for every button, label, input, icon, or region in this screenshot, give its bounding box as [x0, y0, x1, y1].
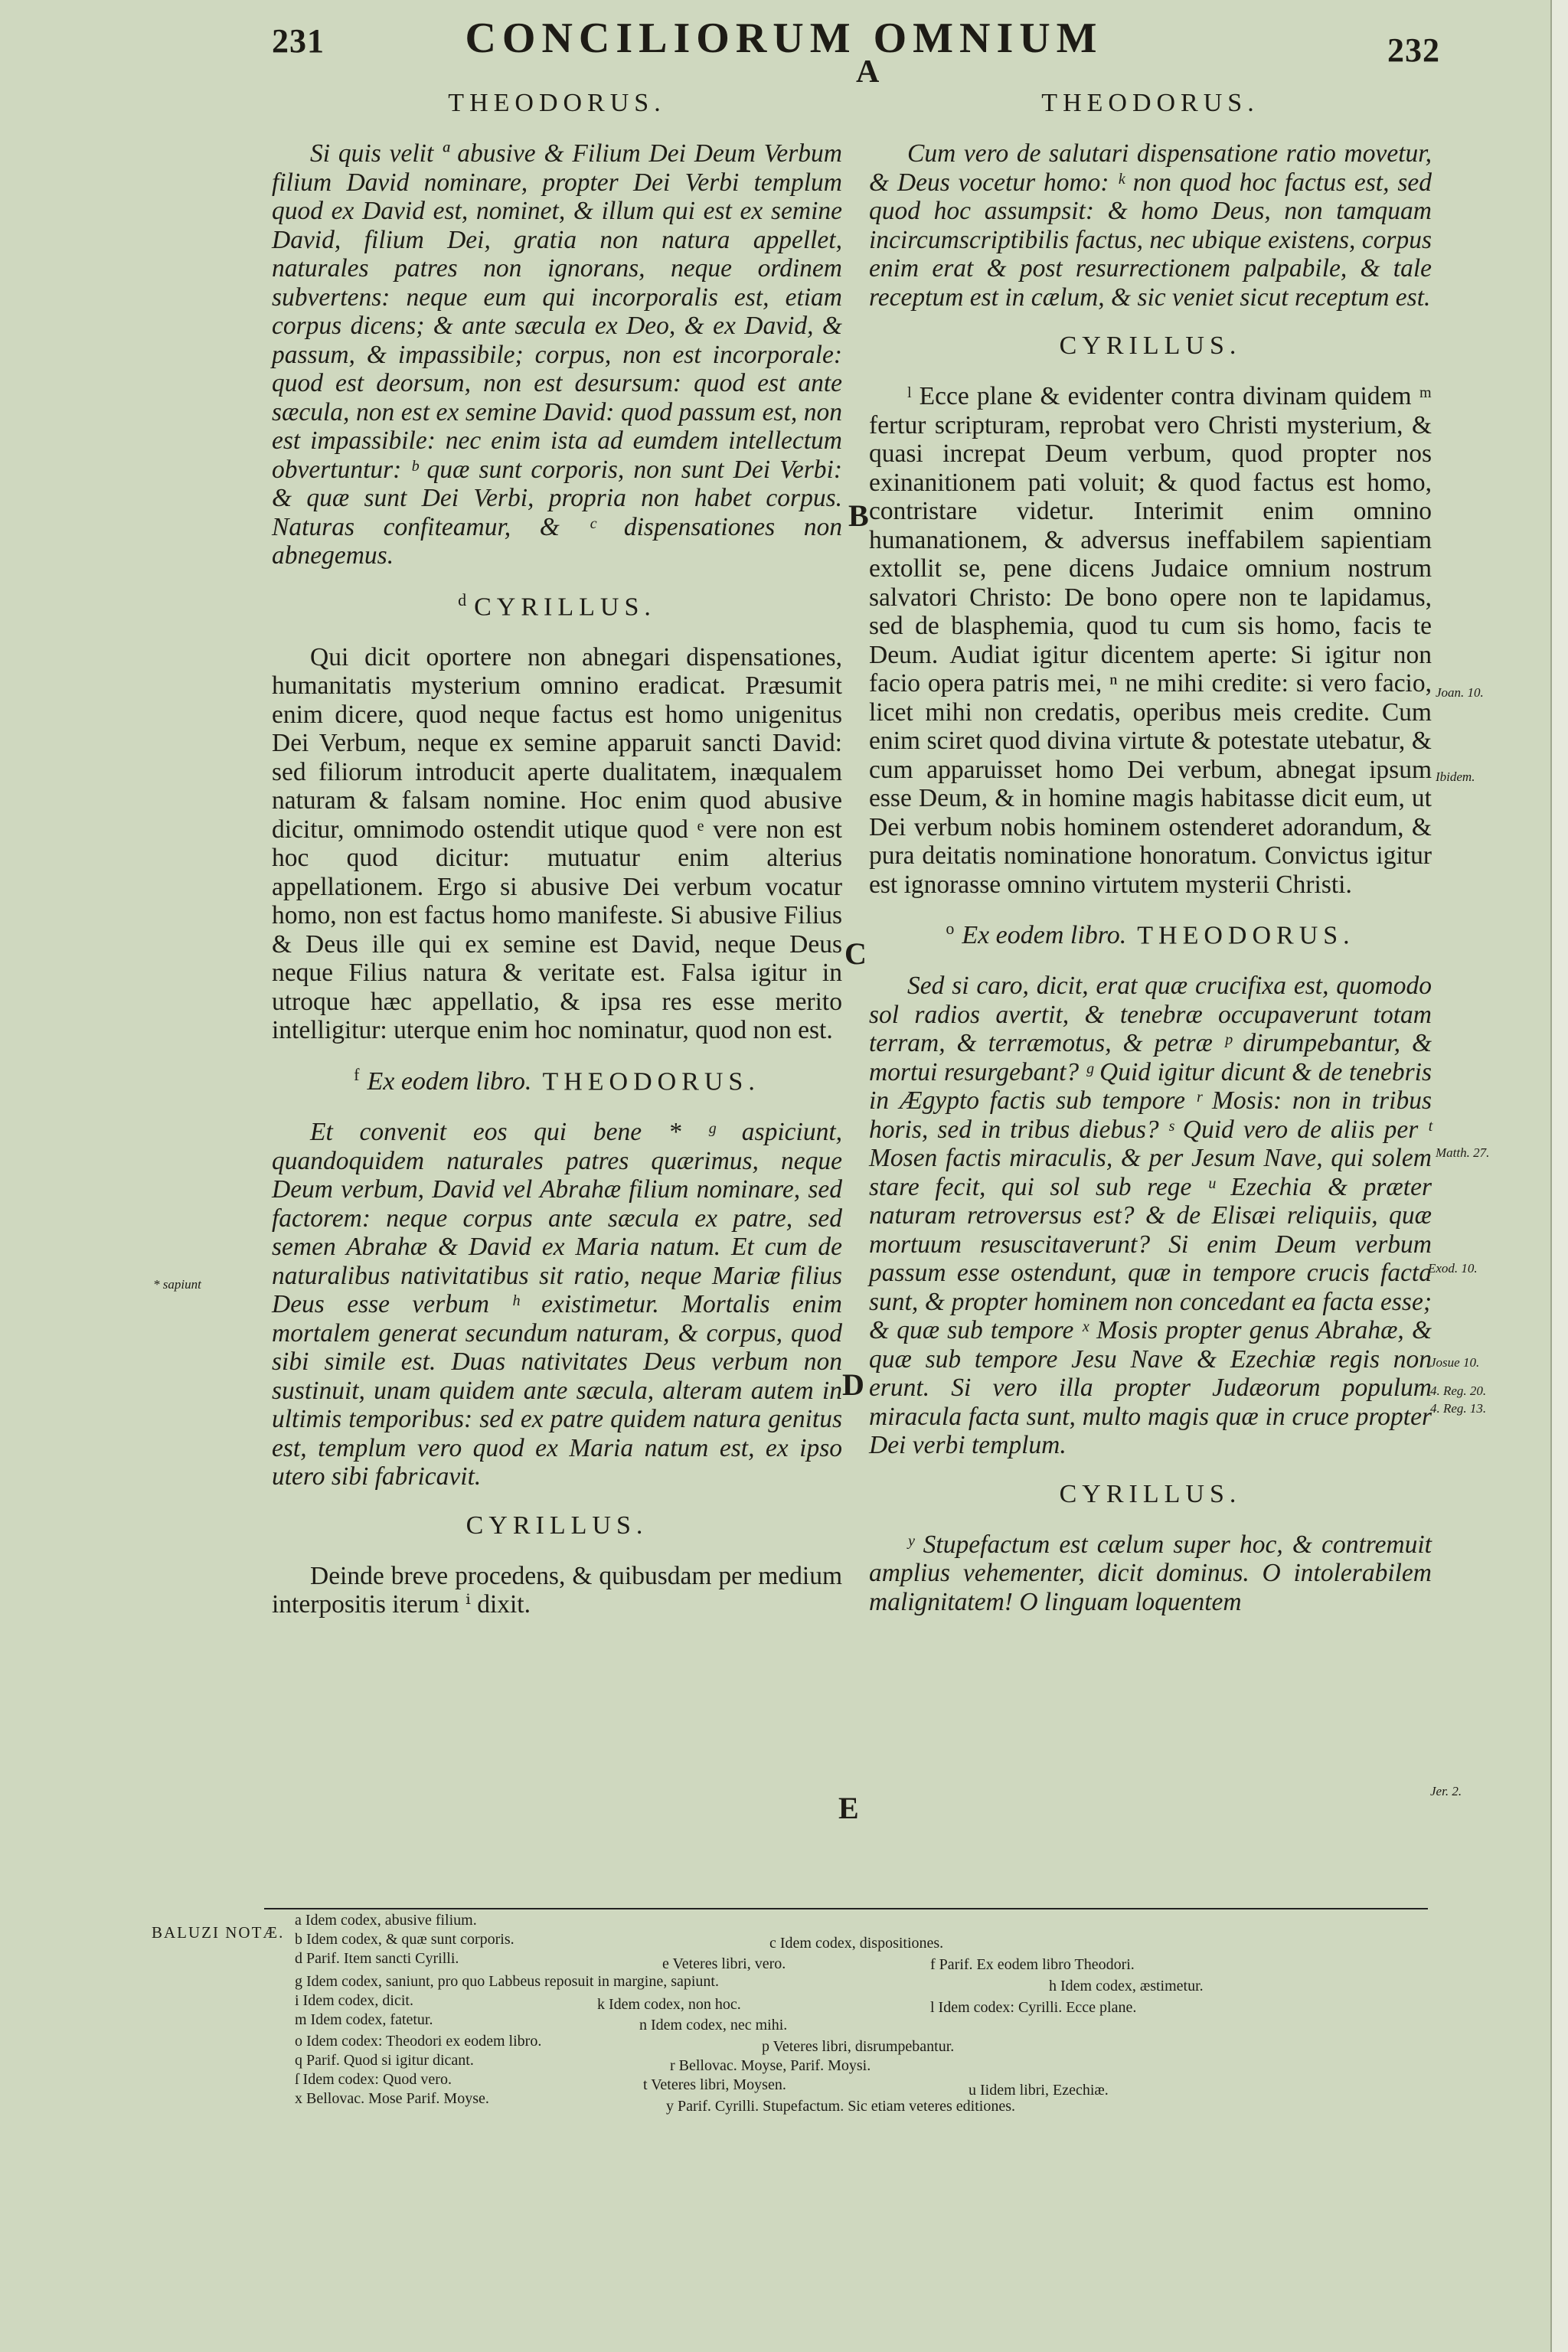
marginal-note: Joan. 10. [1436, 685, 1484, 700]
footnote: ſ Idem codex: Quod vero. [295, 2071, 452, 2088]
running-title: CONCILIORUM OMNIUM [465, 15, 1103, 62]
footnote: y Parif. Cyrilli. Stupefactum. Sic etiam veteres editiones. [666, 2098, 1016, 2115]
footnote: o Idem codex: Theodori ex eodem libro. [295, 2033, 542, 2050]
footnote: i Idem codex, dicit. [295, 1992, 413, 2009]
margin-letter-b: B [848, 498, 869, 533]
footnote: t Veteres libri, Moysen. [643, 2076, 786, 2093]
adjacent-page-edge [1550, 0, 1568, 2352]
paragraph: ˡ Ecce plane & evidenter contra divinam quidem ᵐ fertur scripturam, reprobat vero Christi mysterium, & quasi increpat Deum verbum, quod propter nos exinanitionem pati voluit; & quod factus est homo, contristare videtur. Interimit enim omnino humanationem, & adversus ineffabilem sapientiam extollit se, pene dicens Judaice omnium nostrum salvatori Christo: De bono opere non te lapidamus, sed de blasphemia, quod tu cum sis homo, facis te Deum. Audiat igitur dicentem aperte: Si igitur non facio opera patris mei, ⁿ ne mihi credite: si vero facio, licet mihi non credatis, operibus meis credite. Cum enim sciret quod divina virtute & potestate utebatur, & cum apparuisset homo Dei verbum, abnegat ipsum esse Deum, & in homine magis habitasse dicit eum, ut Dei verbum nobis hominem ostenderet adorandum, & pura deitatis nominatione honoratum. Convictus igitur est ignorasse omnino virtutem mysterii Christi. [869, 382, 1432, 899]
footnote-mark: o [946, 919, 955, 938]
heading-text: CYRILLUS. [474, 592, 656, 621]
footnote-mark: d [458, 590, 467, 609]
footnote: f Parif. Ex eodem libro Theodori. [930, 1956, 1135, 1973]
marginal-note: Jer. 2. [1430, 1784, 1462, 1798]
footnotes-label: BALUZI NOTÆ. [152, 1923, 285, 1942]
page-number-right: 232 [1387, 31, 1440, 69]
paragraph: Sed si caro, dicit, erat quæ crucifixa est, quomodo sol radios avertit, & tenebræ occupaverunt totam terram, & terræmotus, & petræ ᵖ dirumpebantur, & mortui resurgebant? ᵍ Quid igitur dicunt & de tenebris in Ægypto factis sub tempore ʳ Mosis: non in tribus horis, sed in tribus diebus? ˢ Quid vero de aliis per ᵗ Mosen factis miraculis, & per Jesum Nave, qui solem stare fecit, qui sol sub rege ᵘ Ezechia & præter naturam retroversus est? & de Elisæi reliquiis, quæ mortuum resuscitaverunt? Si enim Deum verbum passum esse ostendunt, quæ in tempore crucis facta sunt, & propter hominem non concedant ea facta esse; & quæ sub tempore ˣ Mosis propter genus Abrahæ, & quæ sub tempore Jesu Nave & Ezechiæ regis non erunt. Si vero illa propter Judæorum populum miracula facta sunt, multo magis quæ in cruce propter Dei verbi templum. [869, 972, 1432, 1460]
heading-theodorus: THEODORUS. [448, 89, 666, 117]
marginal-note: * sapiunt [153, 1277, 201, 1292]
margin-letter-e: E [838, 1791, 859, 1825]
footnote: q Parif. Quod si igitur dicant. [295, 2052, 474, 2069]
footnote: k Idem codex, non hoc. [597, 1996, 741, 2013]
marginal-note: Matth. 27. [1436, 1145, 1490, 1160]
footnote: g Idem codex, saniunt, pro quo Labbeus reposuit in margine, sapiunt. [295, 1973, 719, 1990]
footnote: a Idem codex, abusive filium. [295, 1912, 477, 1929]
footnote: m Idem codex, fatetur. [295, 2011, 433, 2028]
footnote: r Bellovac. Moyse, Parif. Moysi. [670, 2057, 871, 2074]
footnote-mark: f [354, 1064, 360, 1084]
paragraph: Si quis velit ª abusive & Filium Dei Deum Verbum filium David nominare, propter Dei Verbi templum quod ex David est, nominet, & illum qui est ex semine David, filium Dei, gratia non natura appellet, naturales patres non ignorans, neque ordinem subvertens: neque eum qui incorporalis est, etiam corpus dicens; & ante sæcula ex Deo, & ex David, & passum, & impassibile; corpus, non est incorporale: quod est deorsum, non est desursum: quod est ante sæcula, non est ex semine David: quod passum est, non est impassibile: nec enim ista ad eumdem intellectum obvertuntur: ᵇ quæ sunt corporis, non sunt Dei Verbi: & quæ sunt Dei Verbi, propria non habet corpus. Naturas confiteamur, & ᶜ dispensationes non abnegemus. [272, 139, 842, 570]
footnote: x Bellovac. Mose Parif. Moyse. [295, 2090, 489, 2107]
footnotes [295, 1912, 1443, 2172]
footnote-divider [264, 1908, 1428, 1909]
footnote: e Veteres libri, vero. [662, 1955, 786, 1972]
margin-letter-c: C [844, 936, 867, 971]
paragraph: ʸ Stupefactum est cælum super hoc, & contremuit amplius vehementer, dicit dominus. O intolerabilem malignitatem! O linguam loquentem [869, 1530, 1432, 1616]
heading-ex-eodem-libro [272, 1065, 842, 1096]
heading-cyrillus: CYRILLUS. [466, 1511, 648, 1540]
left-column [272, 84, 842, 1639]
heading-cyrillus [272, 590, 842, 622]
heading-italic: Ex eodem libro. [962, 921, 1127, 950]
footnote: c Idem codex, dispositiones. [769, 1935, 944, 1952]
heading-text: THEODORUS. [542, 1067, 760, 1096]
heading-cyrillus: CYRILLUS. [1059, 332, 1242, 360]
heading-cyrillus: CYRILLUS. [1059, 1479, 1242, 1508]
footnote: l Idem codex: Cyrilli. Ecce plane. [930, 1999, 1137, 2016]
heading-text: THEODORUS. [1137, 921, 1355, 950]
footnote: b Idem codex, & quæ sunt corporis. [295, 1931, 514, 1948]
heading-theodorus: THEODORUS. [1041, 89, 1259, 117]
heading-italic: Ex eodem libro. [367, 1067, 532, 1096]
heading-ex-eodem-libro [869, 919, 1432, 950]
right-column [869, 84, 1432, 1636]
marginal-note: 4. Reg. 13. [1430, 1401, 1487, 1416]
footnote: p Veteres libri, disrumpebantur. [762, 2038, 955, 2055]
marginal-note: Ibidem. [1436, 769, 1475, 784]
margin-letter-d: D [842, 1367, 864, 1402]
footnote: n Idem codex, nec mihi. [639, 2017, 788, 2034]
footnote: d Parif. Item sancti Cyrilli. [295, 1950, 459, 1967]
marginal-note: 4. Reg. 20. [1430, 1383, 1487, 1398]
footnote: u Iidem libri, Ezechiæ. [969, 2082, 1109, 2099]
paragraph: Et convenit eos qui bene * ᵍ aspiciunt, quandoquidem naturales patres quærimus, neque Deum verbum, David vel Abrahæ filium nominare, sed factorem: neque corpus ante sæcula ex patre, sed semen Abrahæ & David ex Maria natum. Et cum de naturalibus nativitatibus sit ratio, neque Mariæ filius Deus esse verbum ʰ existimetur. Mortalis enim mortalem generat secundum naturam, & corpus, quod sibi simile est. Duas nativitates Deus verbum non sustinuit, unam quidem ante sæcula, alteram autem in ultimis temporibus: sed ex patre quidem natura genitus est, templum vero quod ex Maria natum est, ex ipso utero sibi fabricavit. [272, 1118, 842, 1491]
paragraph: Cum vero de salutari dispensatione ratio movetur, & Deus vocetur homo: ᵏ non quod hoc factus est, sed quod hoc assumpsit: & homo Deus, non tamquam incircumscriptibilis factus, nec ubique existens, corpus enim erat & post resurrectionem palpabile, & tale receptum est in cælum, & sic veniet sicut receptum est. [869, 139, 1432, 312]
footnote: h Idem codex, æstimetur. [1049, 1978, 1204, 1994]
section-marker-a: A [856, 54, 880, 90]
marginal-note: Josue 10. [1430, 1355, 1480, 1370]
page-number-left: 231 [272, 22, 325, 60]
paragraph: Qui dicit oportere non abnegari dispensationes, humanitatis mysterium omnino eradicat. Præsumit enim dicere, quod neque factus est homo unigenitus Dei Verbum, neque ex semine apparuit sancti David: sed filiorum introducit aperte dualitatem, inæqualem naturam & falsam nomine. Hoc enim quod abusive dicitur, omnimodo ostendit utique quod ᵉ vere non est hoc quod dicitur: mutuatur enim alterius appellationem. Ergo si abusive Dei verbum vocatur homo, non est factus homo manifeste. Si abusive Filius & Deus ille qui ex semine est David, neque Deus neque Filius natura & veritate est. Falsa igitur in utroque hæc appellatio, & ipsa res esse merito intelligitur: uterque enim hoc nominatur, quod non est. [272, 642, 842, 1045]
marginal-note: Exod. 10. [1428, 1261, 1478, 1276]
paragraph: Deinde breve procedens, & quibusdam per medium interpositis iterum ⁱ dixit. [272, 1561, 842, 1619]
